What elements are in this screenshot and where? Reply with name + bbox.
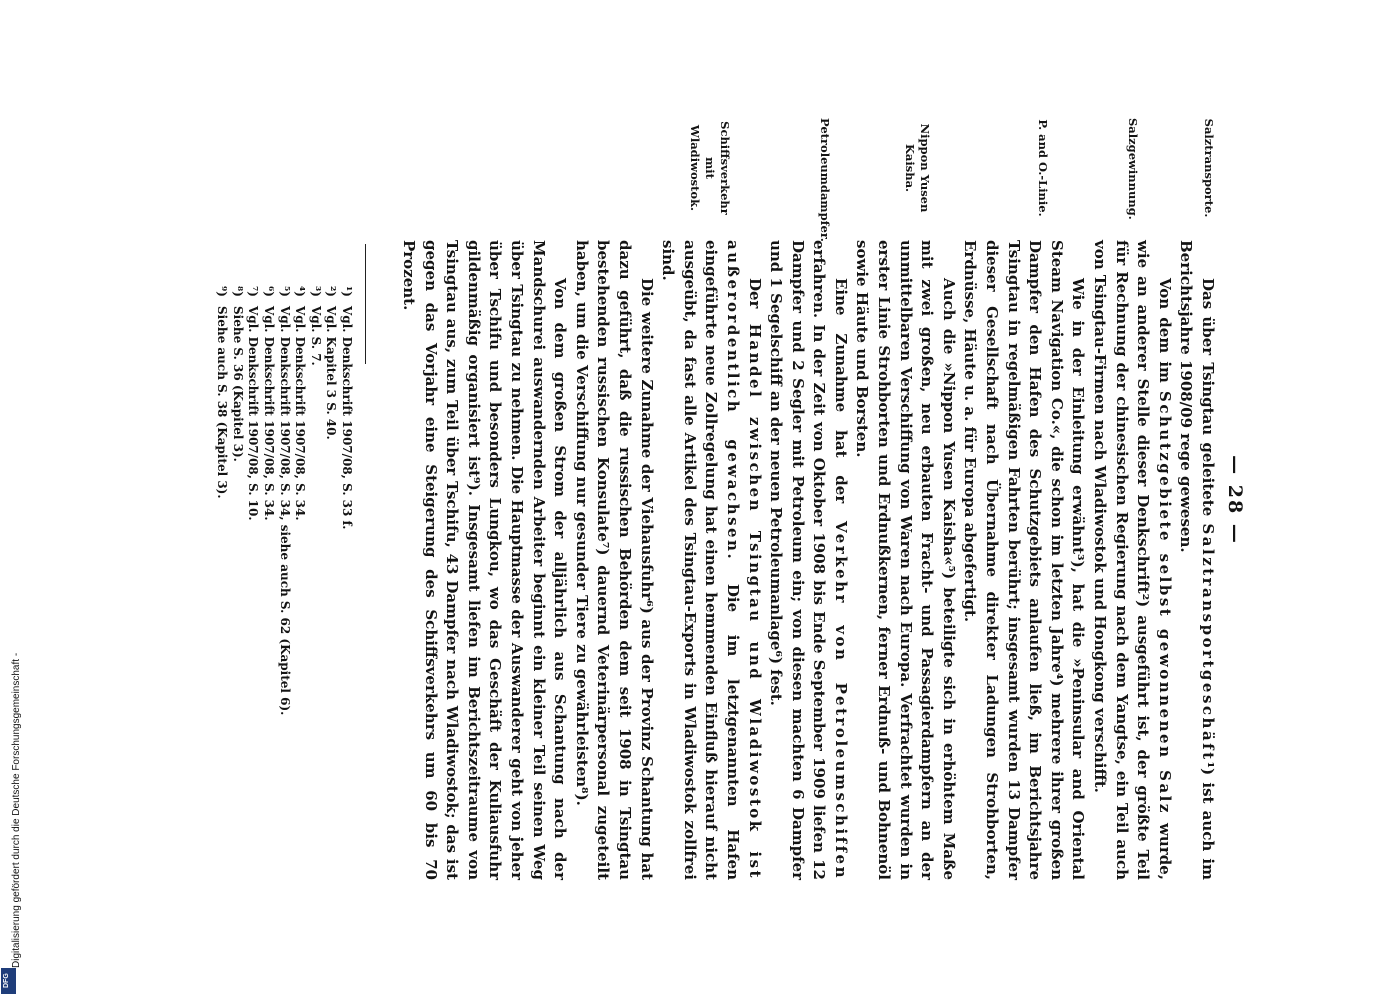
footnote bbox=[260, 286, 276, 806]
spaced-emphasis: Handel zwischen Tsingtau und Wladiwostok ist außerordentlich gewachsen. bbox=[723, 240, 764, 880]
spaced-emphasis: Schutzgebiete selbst gewonnenen Salz bbox=[1155, 391, 1174, 815]
paragraph-text: Die im letztgenannten Hafen eingeführte neue Zollregelung hat einen hemmenden Einfluß hierauf nicht ausgeübt, da fast alle Artikel des Tsingtau-Exports in Wladiwostok zollfrei sind. bbox=[659, 240, 742, 881]
dfg-credit-text: Digitalisierung gefördert durch die Deutsche Forschungsgemeinschaft - bbox=[11, 652, 22, 968]
paragraph-handel-wladiwostok bbox=[657, 240, 765, 880]
dfg-logo-text: DFG bbox=[3, 973, 10, 988]
paragraph-salztransport bbox=[1175, 240, 1218, 880]
paragraph-viehausfuhr: Die weitere Zunahme der Viehausfuhr⁶) aus der Provinz Schantung hat dazu geführt, daß die russischen Behörden dem seit 1908 in Tsingtau bestehenden russischen Konsulate⁷) dauernd Veterinärpersonal zugeteilt haben, um die Verschiffung nur gesunder Tiere zu gewährleisten⁸). bbox=[572, 240, 656, 880]
footnote-text: Vgl. Denkschrift 1907/08, S. 34. bbox=[293, 306, 308, 521]
paragraph-p-and-o: Wie in der Einleitung erwähnt³), hat die »Peninsular and Oriental Steam Navigation Co.«, die schon im letzten Jahre⁴) mehrere ihrer großen Dampfer den Hafen des Schutzgebiets anlaufen ließ, im Berichtsjahre Tsingtau in regelmäßigen Fahrten berührt; insgesamt wurden 13 Dampfer dieser Gesellschaft nach Übernahme direkter Ladungen Strohborten, Erdnüsse, Häute u. a. für Europa abgefertigt. bbox=[961, 240, 1088, 880]
paragraph-text: Der bbox=[745, 278, 764, 324]
footnote-text: Siehe auch S. 38 (Kapitel 3). bbox=[215, 306, 230, 499]
footnote-number: ⁴) bbox=[293, 286, 308, 297]
footnote-number: ²) bbox=[324, 286, 339, 297]
footnote bbox=[307, 286, 323, 806]
sidenote-salztransporte: Salztransporte. bbox=[1202, 118, 1216, 218]
spaced-emphasis: Verkehr von Petroleumschiffen bbox=[831, 521, 850, 880]
sidenote-petroleumdampfer: Petroleumdampfer. bbox=[818, 118, 832, 242]
footnote bbox=[214, 286, 230, 806]
footnote-number: ⁹) bbox=[215, 286, 230, 297]
footnote-text: Siehe S. 36 (Kapitel 3). bbox=[230, 306, 245, 462]
paragraph-text: Eine Zunahme hat der bbox=[831, 278, 850, 522]
footnote-text: Vgl. Denkschrift 1907/08, S. 10. bbox=[246, 306, 261, 521]
sidenote-nippon-yusen-kaisha: Nippon Yusen Kaisha. bbox=[903, 123, 932, 213]
sidenote-schiffsverkehr-wladiwostok: Schiffsverkehr mit Wladiwostok. bbox=[688, 121, 732, 215]
paragraph-text: wurde, wie an anderer Stelle dieser Denkschrift²) ausgeführt ist, der größte Teil für Rechnung der chinesischen Regierung nach dem Yangtse, ein Teil auch von Tsingtau-Firmen nach Wladiwostok und Hongkong verschifft. bbox=[1091, 240, 1174, 880]
paragraph-text: ¹) ist auch im Berichtsjahre 1908/09 rege gewesen. bbox=[1177, 240, 1217, 881]
footnote-number: ³) bbox=[308, 286, 323, 297]
footnote-number: ⁸) bbox=[230, 286, 245, 297]
footnote bbox=[292, 286, 308, 806]
footnote bbox=[323, 286, 339, 806]
footnote-text: Vgl. Denkschrift 1907/08, S. 34, siehe auch S. 62 (Kapitel 6). bbox=[277, 306, 292, 716]
footnote bbox=[276, 286, 292, 806]
footnote-text: Vgl. Kapitel 3 S. 40. bbox=[324, 306, 339, 440]
page-number: — 28 — bbox=[1224, 455, 1246, 545]
paragraph-text: erfahren. In der Zeit von Oktober 1908 bis Ende September 1909 liefen 12 Dampfer und 2 Segler mit Petroleum ein; von diesen machten 6 Dampfer und 1 Segelschiff an der neuen Petroleumanlage⁶) fest. bbox=[767, 240, 829, 880]
footnote bbox=[338, 286, 354, 806]
dfg-credit bbox=[0, 0, 20, 1000]
spaced-emphasis: Salztransportgeschäft bbox=[1199, 523, 1217, 762]
paragraph-text: Von dem im bbox=[1155, 278, 1174, 392]
footnote-number: ⁵) bbox=[277, 286, 292, 297]
footnotes bbox=[214, 286, 354, 806]
footnote bbox=[245, 286, 261, 806]
main-text-column bbox=[397, 240, 1218, 880]
footnote-text: Vgl. Denkschrift 1907/08, S. 34. bbox=[262, 306, 277, 521]
footnote-text: Vgl. Denkschrift 1907/08, S. 33 f. bbox=[340, 306, 354, 530]
paragraph-nippon-yusen: Auch die »Nippon Yusen Kaisha«⁵) beteiligte sich in erhöhtem Maße mit zwei großen, neu erbauten Fracht- und Passagierdampfern an der unmittelbaren Verschiffung von Waren nach Europa. Verfrachtet wurden in erster Linie Strohborten und Erdnußkernen, ferner Erdnuß- und Bohnenöl sowie Häute und Borsten. bbox=[853, 240, 958, 880]
sidenote-p-and-o-linie: P. and O.-Linie. bbox=[1036, 119, 1050, 217]
footnote bbox=[229, 286, 245, 806]
paragraph-auswanderer: Von dem großen Strom der alljährlich aus Schantung nach der Mandschurei auswandernden Arbeiter beginnt ein kleiner Teil seinen Weg über Tsingtau zu nehmen. Die Hauptmasse der Auswanderer geht von jeher über Tschifu und besonders Lungkou, wo das Geschäft der Kuliausfuhr gildenmäßig organisiert ist⁹). Insgesamt liefen im Berichtszeitraume von Tsingtau aus, zum Teil über Tschifu, 43 Dampfer nach Wladiwostok; das ist gegen das Vorjahr eine Steigerung des Schiffsverkehrs um 60 bis 70 Prozent. bbox=[400, 240, 570, 880]
footnote-text: Vgl. S. 7. bbox=[308, 306, 323, 366]
paragraph-text: Das über Tsingtau geleitete bbox=[1199, 278, 1217, 524]
paragraph-salzgewinnung bbox=[1088, 240, 1174, 880]
footnote-number: ¹) bbox=[340, 286, 354, 297]
sidenote-salzgewinnung: Salzgewinnung. bbox=[1126, 118, 1140, 220]
footnote-divider bbox=[365, 244, 366, 364]
dfg-logo bbox=[1, 968, 16, 994]
footnote-number: ⁶) bbox=[262, 286, 277, 297]
footnote-number: ⁷) bbox=[246, 286, 261, 297]
paragraph-petroleum bbox=[765, 240, 851, 880]
